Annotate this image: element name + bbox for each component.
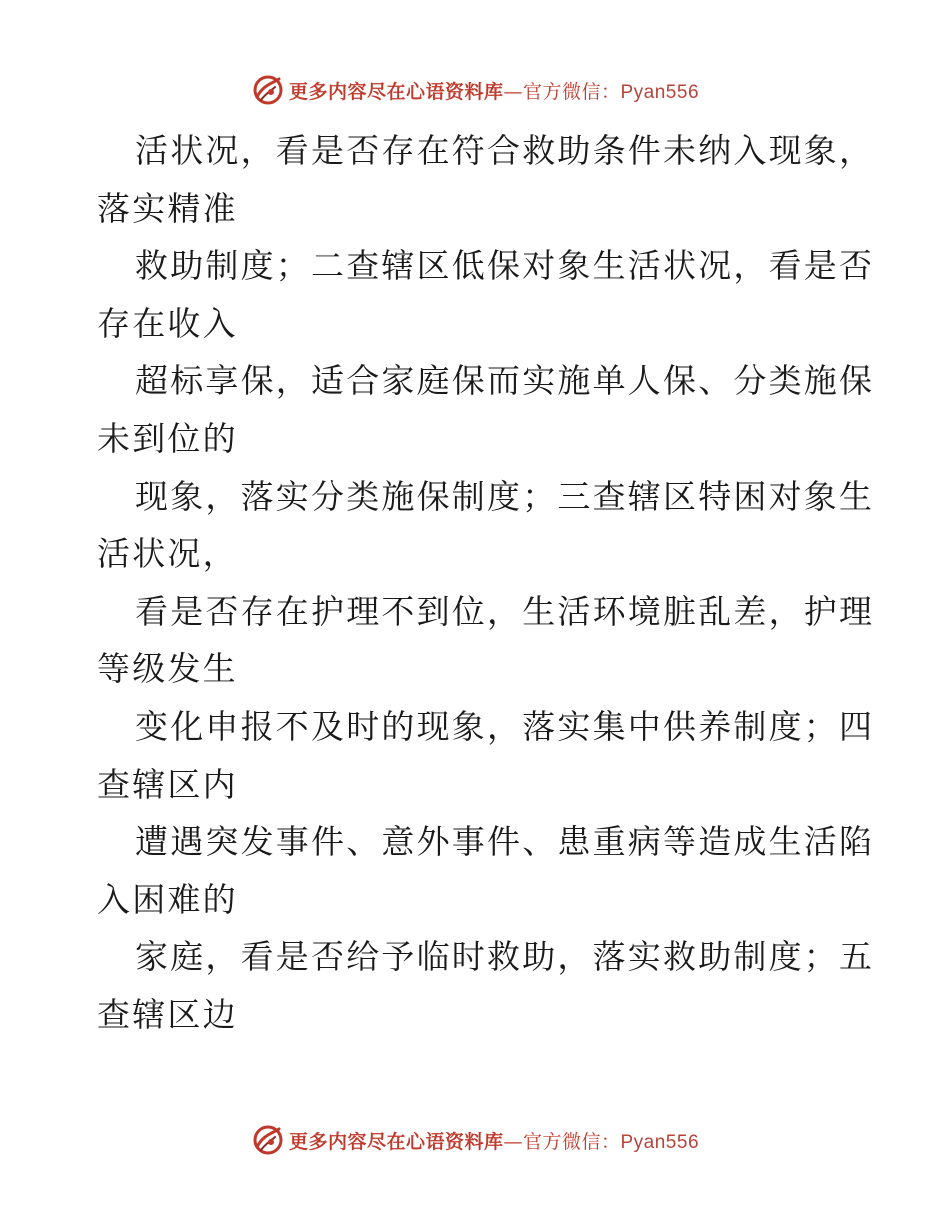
body-line: 活状况， bbox=[97, 534, 238, 574]
header-banner bbox=[0, 70, 950, 110]
body-line: 救助制度；二查辖区低保对象生活状况，看是否 bbox=[135, 246, 875, 286]
header-text bbox=[289, 77, 699, 104]
footer-banner bbox=[0, 1120, 950, 1160]
brush-swirl-icon bbox=[251, 73, 285, 107]
body-line: 超标享保，适合家庭保而实施单人保、分类施保 bbox=[135, 361, 875, 401]
body-line: 家庭，看是否给予临时救助，落实救助制度；五 bbox=[135, 937, 875, 977]
body-line: 落实精准 bbox=[97, 188, 238, 228]
header-wechat-label: 官方微信： bbox=[522, 80, 621, 103]
footer-site-text: 更多内容尽在心语资料库 bbox=[288, 1130, 504, 1153]
footer-wechat-id: Pyan556 bbox=[620, 1131, 700, 1153]
body-line: 看是否存在护理不到位，生活环境脏乱差，护理 bbox=[135, 591, 875, 631]
body-line: 等级发生 bbox=[97, 649, 238, 689]
body-line: 存在收入 bbox=[97, 303, 238, 343]
header-site-text: 更多内容尽在心语资料库 bbox=[288, 80, 504, 103]
document-body bbox=[97, 122, 875, 1044]
brush-swirl-icon bbox=[251, 1123, 285, 1157]
header-separator: — bbox=[503, 80, 523, 103]
header-wechat-id: Pyan556 bbox=[620, 81, 700, 103]
body-line: 查辖区边 bbox=[97, 994, 238, 1034]
footer-separator: — bbox=[503, 1130, 523, 1153]
body-line: 入困难的 bbox=[97, 879, 238, 919]
footer-wechat-label: 官方微信： bbox=[522, 1130, 621, 1153]
body-line: 现象，落实分类施保制度；三查辖区特困对象生 bbox=[135, 476, 875, 516]
body-line: 活状况，看是否存在符合救助条件未纳入现象， bbox=[135, 131, 875, 170]
body-line: 变化申报不及时的现象，落实集中供养制度；四 bbox=[135, 706, 875, 746]
footer-text bbox=[289, 1127, 699, 1154]
body-line: 查辖区内 bbox=[97, 764, 238, 804]
body-line: 遭遇突发事件、意外事件、患重病等造成生活陷 bbox=[135, 822, 875, 862]
body-line: 未到位的 bbox=[97, 418, 238, 458]
